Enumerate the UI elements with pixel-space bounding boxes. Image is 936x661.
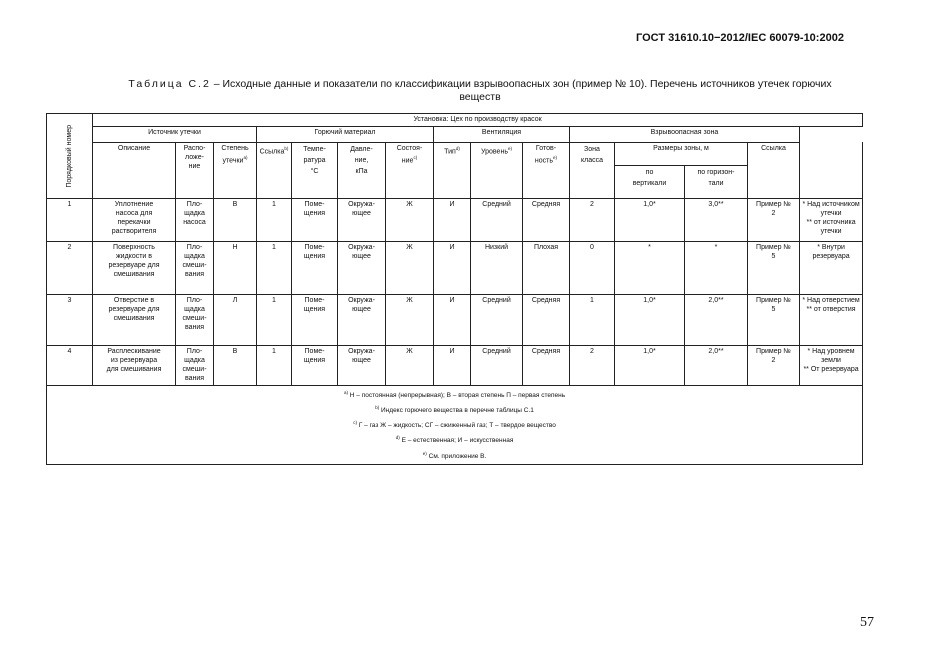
col-degree-label: Степень утечки (221, 144, 249, 164)
cell-loc: Пло- щадка насоса (176, 199, 214, 242)
cell-ref: 1 (257, 199, 292, 242)
cell-zclass: 2 (570, 199, 615, 242)
cell-ref: 1 (257, 295, 292, 346)
cell-num: 4 (47, 346, 93, 386)
footnote-text: Г – газ Ж – жидкость; СГ – сжиженный газ; Т – твердое вещество (357, 422, 556, 430)
classification-table (46, 113, 863, 465)
cell-type: И (434, 199, 471, 242)
caption-text: – Исходные данные и показатели по классификации взрывоопасных зон (пример № 10). Перечень источников утечек горючих (210, 78, 832, 90)
col-vertical: по вертикали (615, 166, 685, 199)
col-press: Давле- ние, кПа (338, 142, 386, 199)
cell-desc: Уплотнение насоса для перекачки растворителя (93, 199, 176, 242)
col-ready-label: Готов- ность (534, 144, 557, 164)
footnote-mark: e) (422, 450, 427, 456)
cell-type: И (434, 295, 471, 346)
cell-desc: Расплескивание из резервуара для смешивания (93, 346, 176, 386)
col-temp: Темпе- ратура °С (292, 142, 338, 199)
rownum-header-cell (47, 114, 93, 199)
cell-temp: Поме- щения (292, 346, 338, 386)
col-level (471, 142, 523, 199)
cell-horiz: 2,0** (685, 346, 748, 386)
cell-level: Средний (471, 346, 523, 386)
table-row (47, 199, 863, 242)
footnote-mark: a) (343, 390, 348, 395)
cell-ready: Средняя (523, 295, 570, 346)
cell-ref: 1 (257, 242, 292, 295)
rownum-header: Порядковый номер (65, 124, 73, 188)
caption-label: Таблица С.2 (128, 78, 211, 90)
cell-num: 3 (47, 295, 93, 346)
cell-degree: Л (214, 295, 257, 346)
col-ready (523, 142, 570, 199)
footnote-mark: c) (353, 420, 358, 426)
footnote (49, 417, 860, 432)
cell-loc: Пло- щадка смеши- вания (176, 346, 214, 386)
col-state (386, 142, 434, 199)
col-desc: Описание (93, 142, 176, 199)
standard-header: ГОСТ 31610.10−2012/IEC 60079-10:2002 (636, 32, 844, 44)
footnote (49, 432, 860, 447)
footnote-mark: b) (375, 405, 380, 411)
notes-cell (47, 386, 863, 465)
col-ref (257, 142, 292, 199)
cell-state: Ж (386, 242, 434, 295)
cell-temp: Поме- щения (292, 199, 338, 242)
col-type (434, 142, 471, 199)
cell-level: Низкий (471, 242, 523, 295)
table-caption (90, 78, 870, 104)
caption-text-2: веществ (459, 91, 501, 103)
footnote-mark: d) (395, 435, 400, 441)
cell-vert: 1,0* (615, 199, 685, 242)
footnote-text: Н – постоянная (непрерывная); В – вторая степень П – первая степень (348, 392, 566, 400)
cell-ready: Средняя (523, 346, 570, 386)
col-state-sup: c) (413, 154, 418, 160)
footnote-text: Е – естественная; И – искусственная (399, 437, 514, 445)
col-zone-ref: Ссылка (748, 142, 800, 199)
cell-zclass: 0 (570, 242, 615, 295)
col-type-sup: d) (455, 145, 460, 151)
cell-desc: Отверстие в резервуаре для смешивания (93, 295, 176, 346)
col-state-label: Состоя- ние (396, 144, 423, 164)
col-ready-sup: e) (553, 154, 558, 160)
footnote (49, 448, 860, 463)
col-sizes: Размеры зоны, м (615, 142, 748, 166)
installation-title: Установка: Цех по производству красок (93, 114, 863, 127)
cell-press: Окружа- ющее (338, 295, 386, 346)
group-zone: Взрывоопасная зона (570, 127, 800, 143)
col-ref-label: Ссылка (259, 147, 285, 155)
cell-press: Окружа- ющее (338, 242, 386, 295)
col-degree (214, 142, 257, 199)
col-degree-sup: a) (243, 154, 248, 160)
col-level-sup: e) (507, 145, 512, 151)
cell-vert: * (615, 242, 685, 295)
footnote-text: Индекс горючего вещества в перечне таблицы С.1 (379, 407, 534, 415)
cell-ref: 1 (257, 346, 292, 386)
cell-temp: Поме- щения (292, 295, 338, 346)
footnote (49, 387, 860, 402)
footnote-text: См. приложение В. (426, 452, 487, 460)
notes-row (47, 386, 863, 465)
cell-other: * Над источником утечки ** от источника утечки (800, 199, 863, 242)
cell-other: * Над уровнем земли ** От резервуара (800, 346, 863, 386)
cell-zref: Пример № 5 (748, 295, 800, 346)
cell-press: Окружа- ющее (338, 199, 386, 242)
cell-type: И (434, 242, 471, 295)
cell-other: * Внутри резервуара (800, 242, 863, 295)
group-material: Горючий материал (257, 127, 434, 143)
cell-other: * Над отверстием ** от отверстия (800, 295, 863, 346)
cell-state: Ж (386, 346, 434, 386)
cell-zclass: 1 (570, 295, 615, 346)
cell-level: Средний (471, 295, 523, 346)
cell-degree: В (214, 346, 257, 386)
table-row (47, 295, 863, 346)
group-source: Источник утечки (93, 127, 257, 143)
col-type-label: Тип (444, 147, 456, 155)
col-horizontal: по горизон- тали (685, 166, 748, 199)
cell-state: Ж (386, 295, 434, 346)
col-loc: Распо- ложе- ние (176, 142, 214, 199)
cell-ready: Плохая (523, 242, 570, 295)
cell-degree: В (214, 199, 257, 242)
cell-num: 2 (47, 242, 93, 295)
col-zone-class: Зона класса (570, 142, 615, 199)
cell-horiz: 3,0** (685, 199, 748, 242)
group-vent: Вентиляция (434, 127, 570, 143)
cell-horiz: 2,0** (685, 295, 748, 346)
table-row (47, 242, 863, 295)
table-row (47, 346, 863, 386)
cell-level: Средний (471, 199, 523, 242)
cell-zref: Пример № 2 (748, 346, 800, 386)
cell-vert: 1,0* (615, 295, 685, 346)
cell-degree: Н (214, 242, 257, 295)
page-number: 57 (860, 615, 874, 630)
footnote (49, 402, 860, 417)
col-level-label: Уровень (481, 147, 508, 155)
cell-ready: Средняя (523, 199, 570, 242)
cell-zref: Пример № 5 (748, 242, 800, 295)
cell-zclass: 2 (570, 346, 615, 386)
cell-type: И (434, 346, 471, 386)
cell-desc: Поверхность жидкости в резервуаре для смешивания (93, 242, 176, 295)
cell-horiz: * (685, 242, 748, 295)
cell-zref: Пример № 2 (748, 199, 800, 242)
cell-vert: 1,0* (615, 346, 685, 386)
cell-loc: Пло- щадка смеши- вания (176, 295, 214, 346)
cell-press: Окружа- ющее (338, 346, 386, 386)
cell-state: Ж (386, 199, 434, 242)
cell-temp: Поме- щения (292, 242, 338, 295)
blank-cell (800, 127, 863, 199)
col-ref-sup: b) (284, 145, 289, 151)
cell-loc: Пло- щадка смеши- вания (176, 242, 214, 295)
cell-num: 1 (47, 199, 93, 242)
